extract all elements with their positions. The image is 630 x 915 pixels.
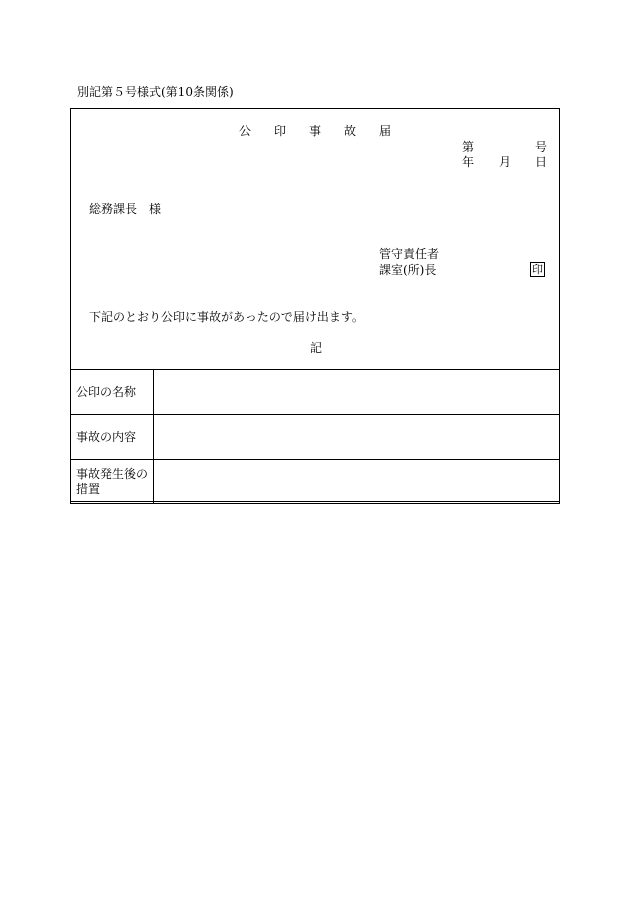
statement-text: 下記のとおり公印に事故があったので届け出ます。 (89, 310, 364, 324)
table-row (71, 460, 560, 504)
row-value-field[interactable] (154, 415, 560, 460)
form-title: 公印事故届 (239, 124, 415, 138)
ki-heading: 記 (310, 341, 323, 355)
table-row (71, 415, 560, 460)
seal-mark: 印 (532, 263, 543, 276)
row-label: 事故の内容 (71, 415, 154, 460)
date-month: 月 (499, 155, 512, 169)
row-label: 事故発生後の措置 (71, 460, 154, 504)
row-value-field[interactable] (154, 370, 560, 415)
number-prefix: 第 (462, 140, 475, 154)
details-table (70, 369, 560, 504)
number-suffix: 号 (535, 140, 548, 154)
form-caption: 別記第５号様式(第10条関係) (77, 85, 234, 99)
row-value-field[interactable] (154, 460, 560, 504)
date-day: 日 (535, 155, 548, 169)
row-label: 公印の名称 (71, 370, 154, 415)
addressee: 総務課長 様 (89, 202, 162, 216)
manager-title-line1: 管守責任者 (379, 247, 440, 261)
table-row (71, 370, 560, 415)
date-year: 年 (462, 155, 475, 169)
manager-title-line2: 課室(所)長 (379, 263, 437, 277)
